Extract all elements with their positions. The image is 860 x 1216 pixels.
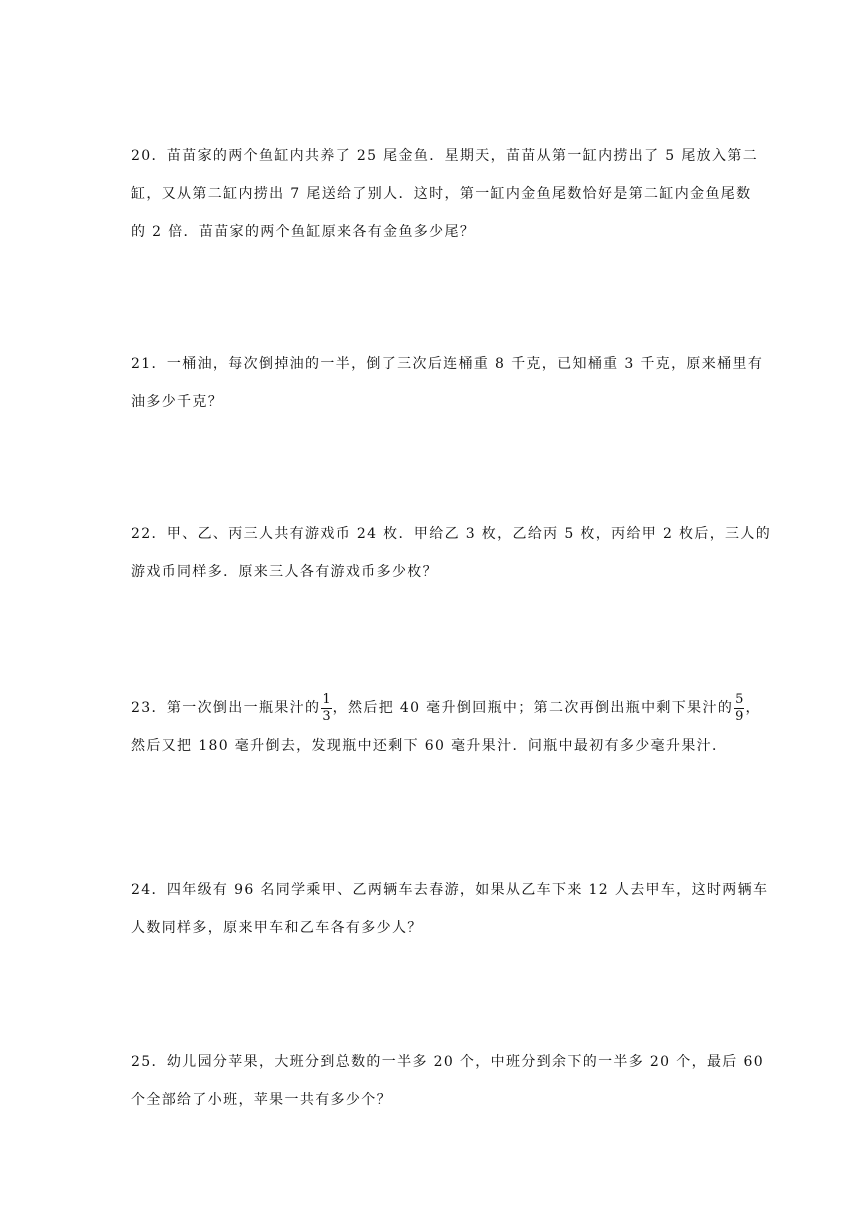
problem-24-line-1: 24．四年级有 96 名同学乘甲、乙两辆车去春游，如果从乙车下来 12 人去甲车，这时两辆车 [131, 882, 769, 898]
problem-20-line-3: 的 2 倍．苗苗家的两个鱼缸原来各有金鱼多少尾？ [131, 224, 476, 240]
problem-23-line-2: 然后又把 180 毫升倒去，发现瓶中还剩下 60 毫升果汁．问瓶中最初有多少毫升果汁． [131, 738, 728, 754]
problem-22 [131, 515, 772, 591]
problem-20 [131, 137, 759, 251]
problem-21-line-1: 21．一桶油，每次倒掉油的一半，倒了三次后连桶重 8 千克，已知桶重 3 千克，原来桶里有 [131, 356, 764, 372]
problem-24-line-2: 人数同样多，原来甲车和乙车各有多少人？ [131, 920, 423, 936]
fraction-1-denominator: 3 [322, 708, 331, 724]
fraction-2-denominator: 9 [735, 708, 744, 724]
problem-25 [131, 1043, 764, 1119]
problem-20-line-1: 20．苗苗家的两个鱼缸内共养了 25 尾金鱼．星期天，苗苗从第一缸内捞出了 5 尾放入第二 [131, 148, 759, 164]
problem-23 [131, 689, 761, 765]
problem-21 [131, 345, 764, 421]
problem-23-text-c: ， [745, 700, 761, 716]
problem-25-line-1: 25．幼儿园分苹果，大班分到总数的一半多 20 个，中班分到余下的一半多 20 个，最后 60 [131, 1054, 764, 1070]
fraction-2-numerator: 5 [735, 691, 744, 707]
fraction-1-numerator: 1 [322, 691, 331, 707]
problem-25-line-2: 个全部给了小班，苹果一共有多少个？ [131, 1092, 392, 1108]
problem-22-line-2: 游戏币同样多．原来三人各有游戏币多少枚？ [131, 564, 438, 580]
problem-23-line-1 [131, 689, 761, 727]
problem-21-line-2: 油多少千克？ [131, 394, 224, 410]
problem-20-line-2: 缸，又从第二缸内捞出 7 尾送给了别人．这时，第一缸内金鱼尾数恰好是第二缸内金鱼尾数 [131, 186, 752, 202]
problem-24 [131, 871, 769, 947]
fraction-five-ninths [734, 692, 744, 725]
problem-22-line-1: 22．甲、乙、丙三人共有游戏币 24 枚．甲给乙 3 枚，乙给丙 5 枚，丙给甲 2 枚后，三人的 [131, 526, 772, 542]
problem-23-text-b: ，然后把 40 毫升倒回瓶中；第二次再倒出瓶中剩下果汁的 [332, 700, 734, 716]
fraction-one-third [321, 692, 331, 725]
problem-23-text-a: 23．第一次倒出一瓶果汁的 [131, 700, 321, 716]
